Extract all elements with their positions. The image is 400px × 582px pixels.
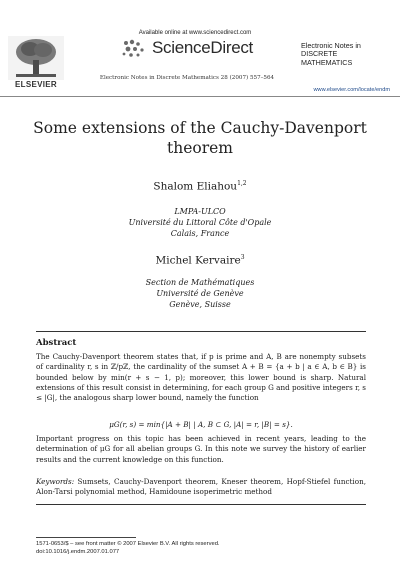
author-name-text: Shalom Eliahou — [153, 180, 238, 193]
abstract-paragraph: The Cauchy-Davenport theorem states that, if p is prime and A, B are nonempty subsets of cardinality r, s in ℤ/pℤ, the cardinality of the sumset A + B = {a + b | a ∈ A, b ∈ B} is bounded below by min(r + s − 1, p); moreover, this lower bound is sharp. Natural extensions of this result consist in determining, for each group G and positive integers r, s ≤ |G|, the analogous sharp lower bound, namely the function — [36, 352, 366, 403]
author-name — [20, 180, 380, 193]
affiliation-line: Section de Mathématiques — [145, 278, 255, 287]
sciencedirect-wordmark: ScienceDirect — [152, 38, 253, 57]
title-line: theorem — [167, 139, 233, 157]
copyright-line: 1571-0653/$ – see front matter © 2007 Elsevier B.V. All rights reserved. — [36, 541, 220, 547]
journal-name — [301, 42, 393, 67]
abstract-top-rule — [36, 331, 366, 332]
journal-name-line: Electronic Notes in — [301, 41, 361, 50]
author-affiliation — [20, 206, 380, 239]
title-line: Some extensions of the Cauchy-Davenport — [33, 119, 367, 137]
affiliation-line: Université du Littoral Côte d'Opale — [128, 218, 272, 227]
author-affiliation — [20, 277, 380, 310]
available-online-text: Available online at www.sciencedirect.com — [138, 30, 252, 36]
author-name — [20, 254, 380, 267]
abstract-formula: μG(r, s) = min{|A + B| | A, B ⊂ G, |A| = r, |B| = s}. — [109, 420, 293, 429]
journal-name-line: DISCRETE — [301, 49, 338, 59]
publisher-name: ELSEVIER — [15, 80, 57, 89]
affiliation-line: Genève, Suisse — [169, 300, 231, 309]
journal-reference: Electronic Notes in Discrete Mathematics 28 (2007) 557–564 — [99, 75, 275, 81]
elsevier-tree-logo — [8, 36, 64, 80]
journal-url-link[interactable]: www.elsevier.com/locate/endm — [313, 87, 390, 93]
affiliation-line: LMPA-ULCO — [174, 207, 226, 216]
journal-name-line: MATHEMATICS — [301, 57, 353, 67]
affiliation-line: Calais, France — [170, 229, 230, 238]
header-divider — [0, 96, 400, 97]
footer-rule — [36, 537, 136, 538]
abstract-paragraph: Important progress on this topic has been achieved in recent years, leading to the determination of μG for all abelian groups G. In this note we survey the history of earlier results and the current knowledge on this function. — [36, 434, 366, 464]
doi-link[interactable]: doi:10.1016/j.endm.2007.01.077 — [36, 549, 120, 555]
keywords-label: Keywords: — [36, 477, 75, 486]
abstract-heading: Abstract — [36, 338, 77, 348]
keywords-list: Sumsets, Cauchy-Davenport theorem, Kneser theorem, Hopf-Stiefel function, Alon-Tarsi polynomial method, Hamidoune isoperimetric method — [36, 477, 366, 497]
author-footnote-marker: 3 — [240, 254, 245, 261]
paper-title — [20, 118, 380, 158]
author-footnote-marker: 1,2 — [237, 180, 247, 187]
keywords — [36, 477, 366, 498]
abstract-bottom-rule — [36, 504, 366, 505]
affiliation-line: Université de Genève — [156, 289, 244, 298]
author-name-text: Michel Kervaire — [155, 254, 241, 267]
